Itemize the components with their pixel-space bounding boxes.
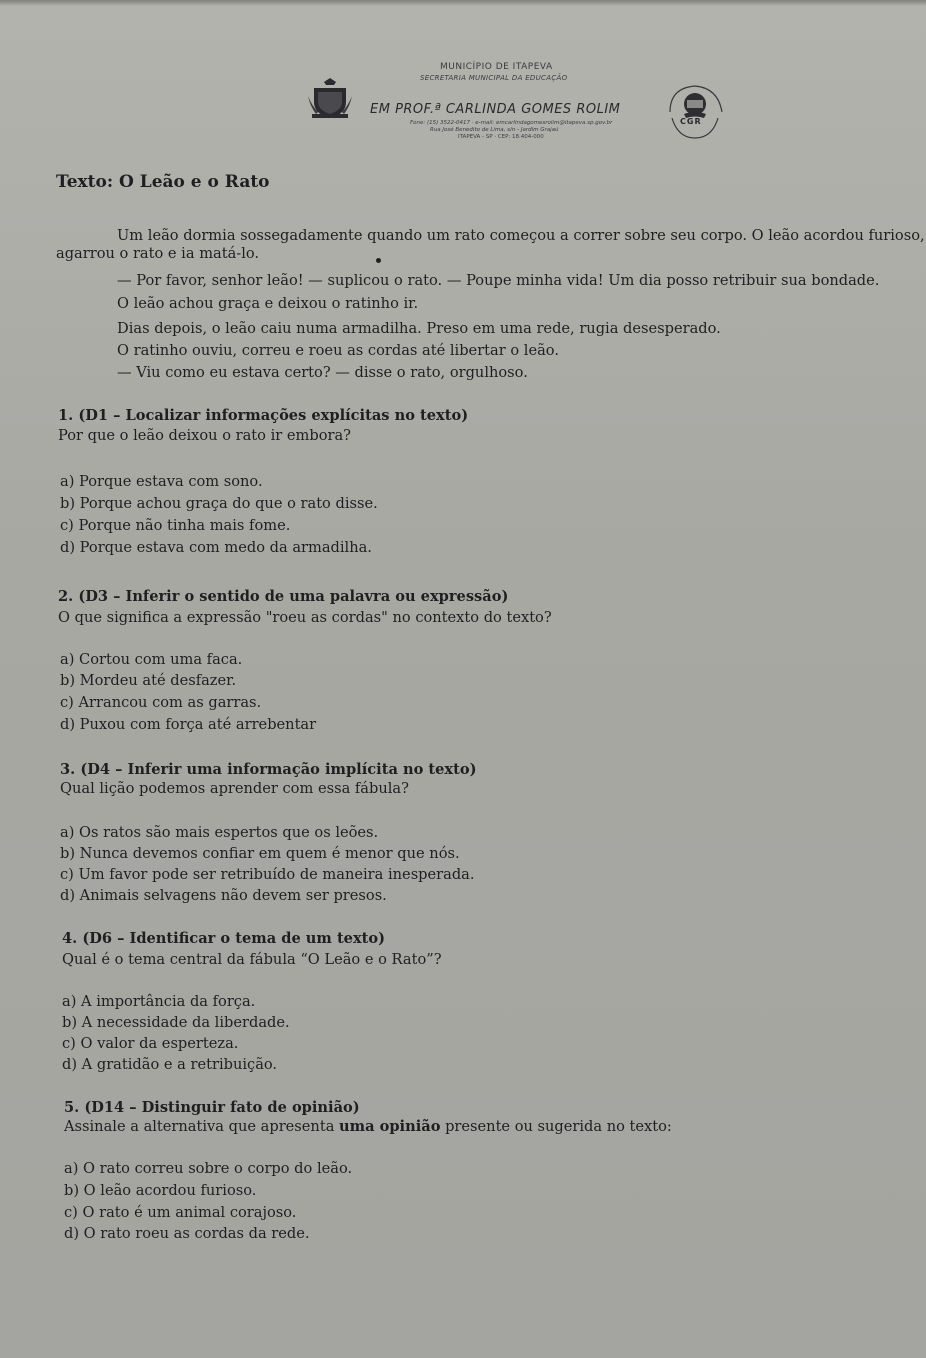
question-2-option-d[interactable]: d) Puxou com força até arrebentar <box>60 716 317 733</box>
question-1-prompt: Por que o leão deixou o rato ir embora? <box>58 427 351 444</box>
ink-dot <box>376 258 381 263</box>
school-address: Rua José Benedito de Lima, s/n - Jardim Grajaú <box>430 127 559 133</box>
question-3-option-b[interactable]: b) Nunca devemos confiar em quem é menor que nós. <box>60 845 460 862</box>
text-paragraph: O ratinho ouviu, correu e roeu as cordas até libertar o leão. <box>117 342 559 359</box>
text-paragraph: agarrou o rato e ia matá-lo. <box>56 245 260 262</box>
question-1-option-d[interactable]: d) Porque estava com medo da armadilha. <box>60 539 372 556</box>
text-paragraph: — Por favor, senhor leão! — suplicou o rato. — Poupe minha vida! Um dia posso retribuir sua bondade. <box>117 272 880 289</box>
secretariat-name: SECRETARIA MUNICIPAL DA EDUCAÇÃO <box>420 74 568 82</box>
question-2-option-a[interactable]: a) Cortou com uma faca. <box>60 651 243 668</box>
question-4-heading: 4. (D6 – Identificar o tema de um texto) <box>62 930 386 947</box>
question-1-option-c[interactable]: c) Porque não tinha mais fome. <box>60 517 291 534</box>
question-2-option-c[interactable]: c) Arrancou com as garras. <box>60 694 262 711</box>
municipality-name: MUNICÍPIO DE ITAPEVA <box>440 62 553 72</box>
question-3-option-a[interactable]: a) Os ratos são mais espertos que os leões. <box>60 824 379 841</box>
paper-edge-shadow <box>0 0 926 6</box>
question-5-option-a[interactable]: a) O rato correu sobre o corpo do leão. <box>64 1160 353 1177</box>
prompt-emphasis: uma opinião <box>339 1118 441 1135</box>
question-4-prompt: Qual é o tema central da fábula “O Leão e o Rato”? <box>62 951 442 968</box>
question-2-option-b[interactable]: b) Mordeu até desfazer. <box>60 672 237 689</box>
school-cgr-logo-icon <box>666 82 724 142</box>
question-3-prompt: Qual lição podemos aprender com essa fábula? <box>60 780 409 797</box>
text-paragraph: Um leão dormia sossegadamente quando um rato começou a correr sobre seu corpo. O leão acordou furioso, <box>117 227 925 244</box>
school-header <box>300 62 740 162</box>
question-5-heading: 5. (D14 – Distinguir fato de opinião) <box>64 1099 360 1116</box>
question-4-option-d[interactable]: d) A gratidão e a retribuição. <box>62 1056 278 1073</box>
question-1-option-b[interactable]: b) Porque achou graça do que o rato disse. <box>60 495 378 512</box>
question-3-heading: 3. (D4 – Inferir uma informação implícita no texto) <box>60 761 477 778</box>
text-title: Texto: O Leão e o Rato <box>56 172 270 192</box>
text-paragraph: Dias depois, o leão caiu numa armadilha. Preso em uma rede, rugia desesperado. <box>117 320 721 337</box>
question-4-option-b[interactable]: b) A necessidade da liberdade. <box>62 1014 290 1031</box>
question-5-option-c[interactable]: c) O rato é um animal corajoso. <box>64 1204 297 1221</box>
question-5-prompt <box>64 1118 672 1135</box>
question-5-option-d[interactable]: d) O rato roeu as cordas da rede. <box>64 1225 310 1242</box>
question-3-option-d[interactable]: d) Animais selvagens não devem ser presos. <box>60 887 387 904</box>
school-contact: Fone: (15) 3522-0417 · e-mail: emcarlindagomesrolim@itapeva.sp.gov.br <box>410 120 613 126</box>
question-1-heading: 1. (D1 – Localizar informações explícitas no texto) <box>58 407 469 424</box>
school-city: ITAPEVA - SP · CEP: 18.404-000 <box>458 134 544 140</box>
question-4-option-c[interactable]: c) O valor da esperteza. <box>62 1035 239 1052</box>
school-name: EM PROF.ª CARLINDA GOMES ROLIM <box>370 102 621 117</box>
question-1-option-a[interactable]: a) Porque estava com sono. <box>60 473 263 490</box>
question-4-option-a[interactable]: a) A importância da força. <box>62 993 256 1010</box>
question-3-option-c[interactable]: c) Um favor pode ser retribuído de maneira inesperada. <box>60 866 475 883</box>
prompt-text: presente ou sugerida no texto: <box>440 1118 672 1135</box>
question-2-heading: 2. (D3 – Inferir o sentido de uma palavra ou expressão) <box>58 588 509 605</box>
municipal-coat-of-arms-icon <box>308 76 352 120</box>
question-2-prompt: O que significa a expressão "roeu as cordas" no contexto do texto? <box>58 609 552 626</box>
prompt-text: Assinale a alternativa que apresenta <box>64 1118 340 1135</box>
question-5-option-b[interactable]: b) O leão acordou furioso. <box>64 1182 257 1199</box>
text-paragraph: O leão achou graça e deixou o ratinho ir. <box>117 295 419 312</box>
text-paragraph: — Viu como eu estava certo? — disse o rato, orgulhoso. <box>117 364 528 381</box>
school-logo-text: CGR <box>680 117 702 126</box>
